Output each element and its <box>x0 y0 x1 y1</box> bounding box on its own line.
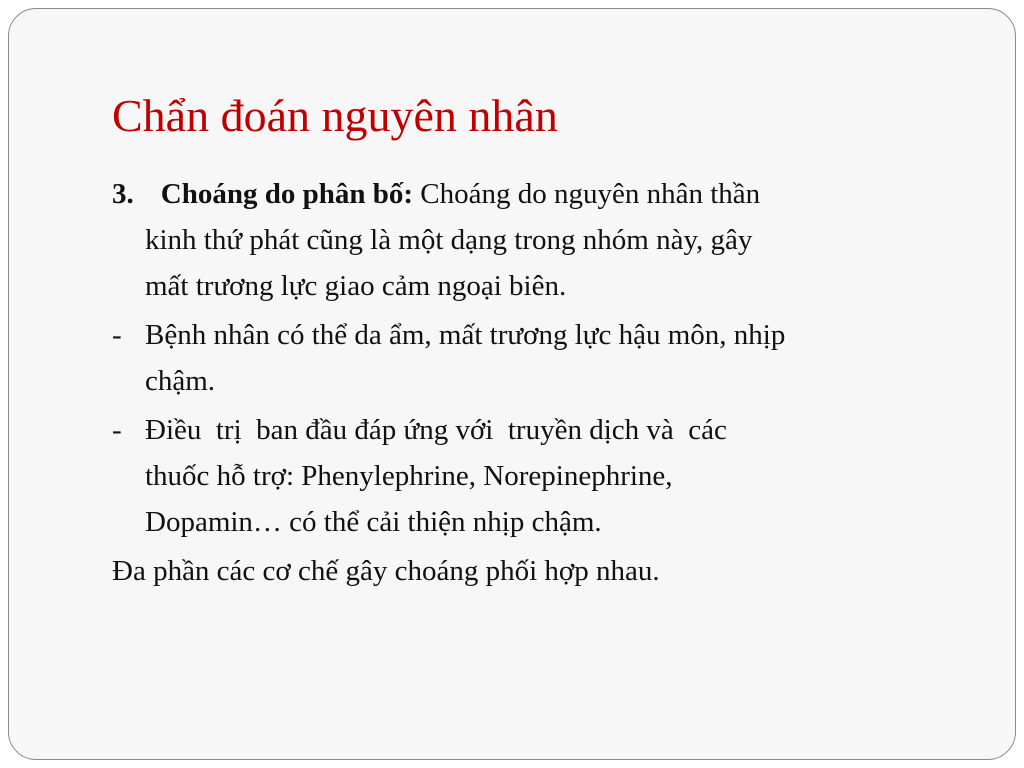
item-number: 3. <box>112 178 134 210</box>
item-text-line-2: kinh thứ phát cũng là một dạng trong nhóm này, gây <box>145 224 753 256</box>
numbered-item-first-line <box>112 171 972 217</box>
bullet-line: chậm. <box>145 365 216 397</box>
slide-title: Chẩn đoán nguyên nhân <box>112 90 558 141</box>
item-text-line-1: Choáng do nguyên nhân thần <box>413 178 761 210</box>
bullet-line: Dopamin… có thể cải thiện nhịp chậm. <box>145 506 602 538</box>
bullet-item <box>112 312 972 404</box>
bullet-line: thuốc hỗ trợ: Phenylephrine, Norepinephrine, <box>145 460 673 492</box>
item-heading: Choáng do phân bố: <box>160 178 413 210</box>
slide-body <box>112 171 972 597</box>
bullet-dash: - <box>112 414 122 446</box>
bullet-line: Bệnh nhân có thể da ẩm, mất trương lực hậu môn, nhịp <box>145 319 786 351</box>
bullet-dash: - <box>112 319 122 351</box>
numbered-item-3 <box>112 171 972 309</box>
bullet-item <box>112 407 972 545</box>
item-text-line-3: mất trương lực giao cảm ngoại biên. <box>145 270 567 302</box>
conclusion-text: Đa phần các cơ chế gây choáng phối hợp nhau. <box>112 555 660 587</box>
bullet-line: Điều trị ban đầu đáp ứng với truyền dịch và các <box>145 414 727 446</box>
